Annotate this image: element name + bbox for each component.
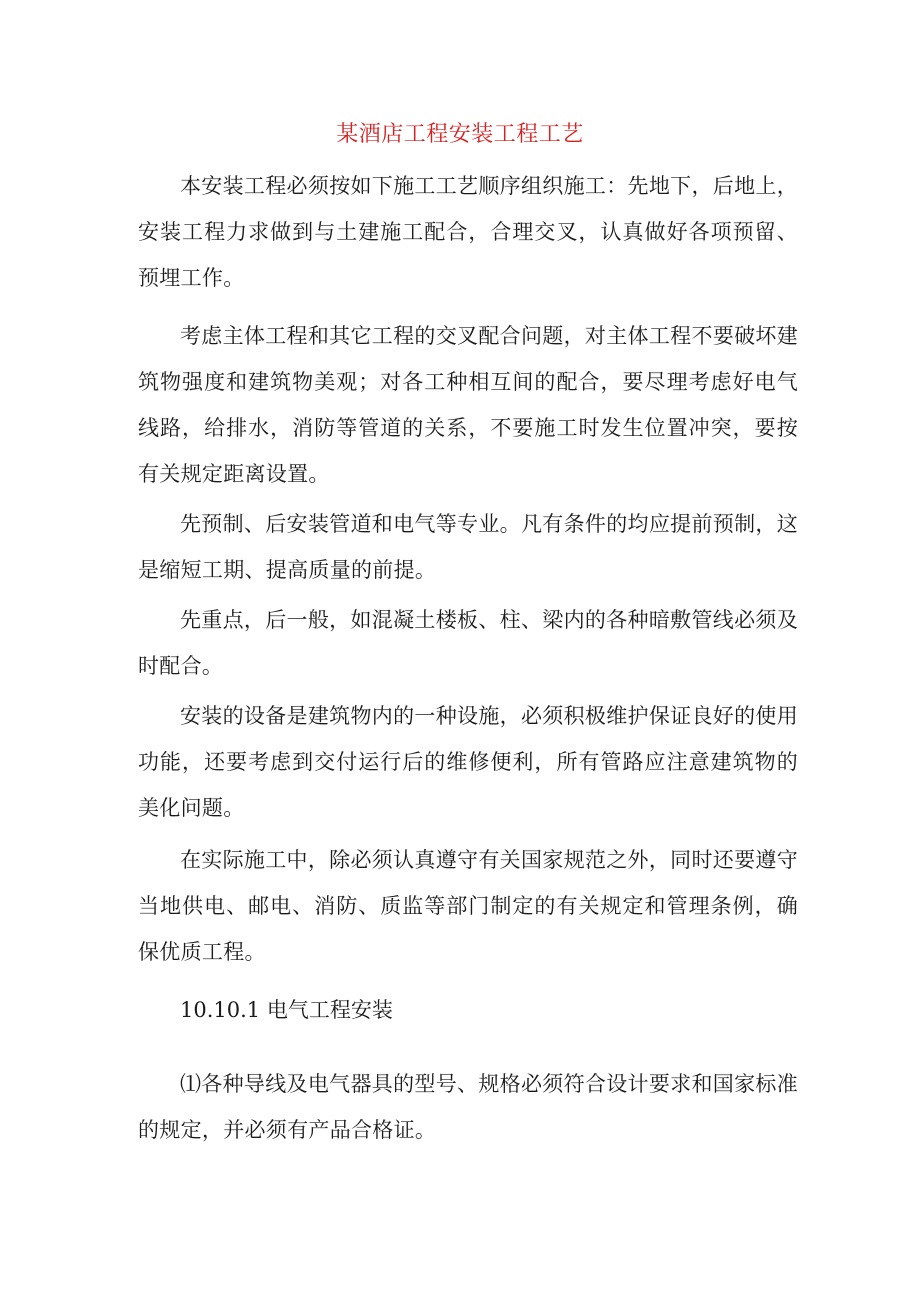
document-title: 某酒店工程安装工程工艺 — [336, 122, 584, 147]
paragraph-coordination: 考虑主体工程和其它工程的交叉配合问题，对主体工程不要破坏建筑物强度和建筑物美观；对各工种相互间的配合，要尽理考虑好电气线路，给排水，消防等管道的关系，不要施工时发生位置冲突，要按有关规定距离设置。 — [138, 324, 798, 486]
paragraph-prefabrication: 先预制、后安装管道和电气等专业。凡有条件的均应提前预制，这是缩短工期、提高质量的前提。 — [138, 512, 798, 582]
paragraph-equipment: 安装的设备是建筑物内的一种设施，必须积极维护保证良好的使用功能，还要考虑到交付运行后的维修便利，所有管路应注意建筑物的美化问题。 — [138, 704, 798, 820]
paragraph-regulations: 在实际施工中，除必须认真遵守有关国家规范之外，同时还要遵守当地供电、邮电、消防、质监等部门制定的有关规定和管理条例，确保优质工程。 — [138, 848, 798, 964]
paragraph-priority: 先重点，后一般，如混凝土楼板、柱、梁内的各种暗敷管线必须及时配合。 — [138, 608, 798, 678]
section-heading: 10.10.1 电气工程安装 — [180, 998, 393, 1022]
list-item: ⑴各种导线及电气器具的型号、规格必须符合设计要求和国家标准的规定，并必须有产品合格证。 — [138, 1072, 798, 1142]
paragraph-construction-sequence: 本安装工程必须按如下施工工艺顺序组织施工：先地下，后地上，安装工程力求做到与土建施工配合，合理交叉，认真做好各项预留、预埋工作。 — [138, 174, 798, 290]
